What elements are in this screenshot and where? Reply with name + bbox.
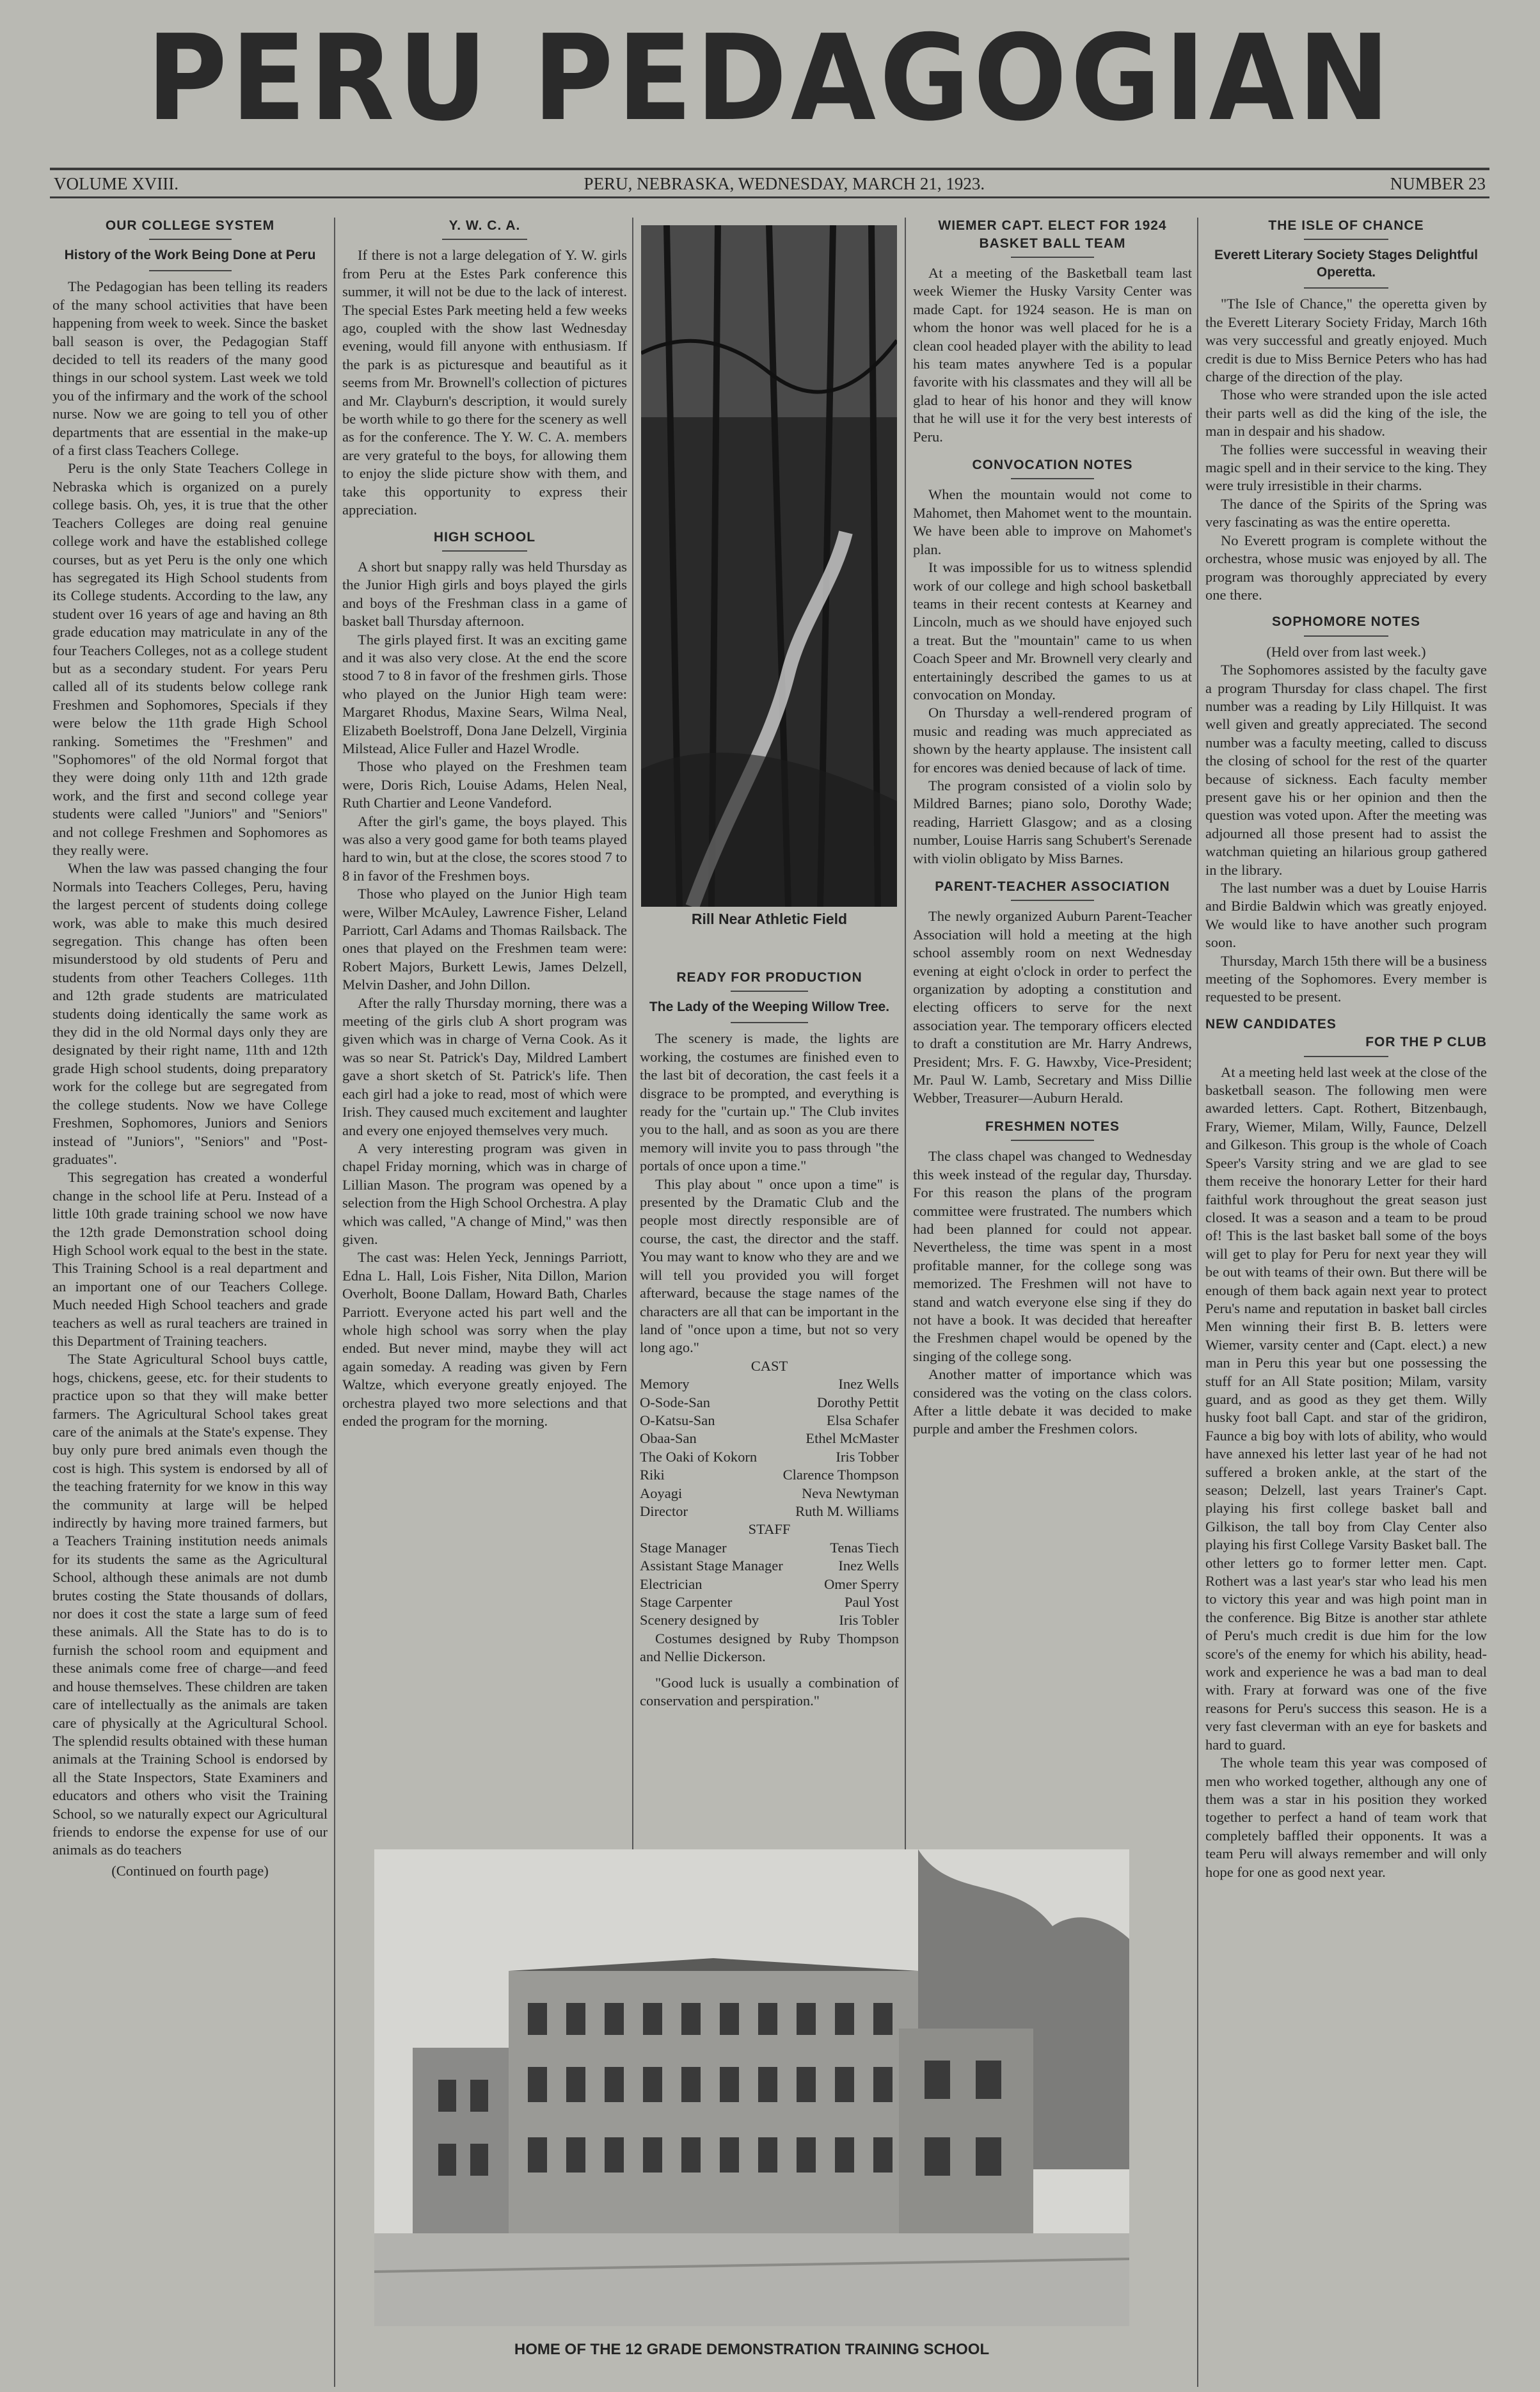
paragraph: When the law was passed changing the four Normals into Teachers Colleges, Peru, having the largest percent of students doing college work, was able to make this much desired segregation. This change has often been misunderstood by old students of Peru and students from other Teachers Colleges. 11th and 12th grade students are matriculated students doing identically the same work as they did in the old Normal days only they are designated by their right name, 11th and 12th grade High school students, doing preparatory work for the college but are segregated from the college students. Now we have College Freshmen, Sophomores, Juniors and Seniors instead of "Juniors", "Seniors" and "Post-graduates". [52,860,328,1167]
column-rule [334,218,335,2387]
column-rule [905,218,906,1856]
paragraph: The cast was: Helen Yeck, Jennings Parriott, Edna L. Hall, Lois Fisher, Nita Dillon, Marion Overholt, Boone Dallam, Howard Bath, Charles Parriott. Everyone acted his part well and the whole high school was sorry when the play ended. But never mind, maybe they will act again someday. A reading was given by Fern Waltze, which everyone greatly enjoyed. The orchestra played two more selections and that ended the program for the morning. [342,1249,627,1429]
paragraph: The State Agricultural School buys cattle, hogs, chickens, geese, etc. for their students to practice upon so that they will make better farmers. The Agricultural School takes great care of the animals at the State's expense. They buy only pure bred animals even though the cost is high. This system is endorsed by all of the teaching fraternity for we know in this way the community at large will be helped indirectly by having more trained farmers, but a Teachers Training institution needs animals for its students the same as the Agricultural School, although these animals are not dumb brutes costing the State thousands of dollars, nor does it cost the state a large sum of feed these animals. All the State has to do is to furnish the school room and equipment and these animals come free of charge—and feed and house themselves. These children are taken care of intellectually as the animals are taken care of physically at the Agricultural School. The splendid results obtained with these human animals at the Training School is endorsed by all the State Inspectors, State Examiners and educators and others who visit the Training School, so we naturally expect our Agricultural friends to endorse the expense for use of our animals as do teachers [52,1351,328,1858]
school-building-image [374,1849,1129,2326]
paragraph: At a meeting held last week at the close of the basketball season. The following men were awarded letters. Capt. Rothert, Bitzenbaugh, Frary, Wiemer, Milam, Willy, Faunce, Delzell and Gilkeson. This group is the whole of Coach Speer's Varsity string and we are glad to see them receive the honorary Letter for their hard faithful work throughout the great season just closed. It was a season and a team to be proud of! This is the last basket ball some of the boys will get to play for Peru for next year they will be out with teams of their own. But there will be enough of them back again next year to protect Peru's name and reputation in basket ball circles Men winning their first B. B. letters were Wiemer, varsity center and (Capt. elect.) a new man in Peru this year but one possessing the stuff for an All State position; Milam, varsity guard, and as good as they get them. Willy husky foot ball Capt. and star of the gridiron, Faunce a big boy with lots of ability, who would have annexed his letter last year of he had not suffered a broken ankle, at the start of the season; Delzell, last years Trainer's Capt. playing his first college basket ball and Gilkison, the tall boy from Clay Center also playing his first College Varsity Basket ball. The other letters go to former letter men. Capt. Rothert was a last year's star who lead his men to victory this year and was high point man in the conference. Big Bitze is another star athlete of Peru's much credit is due him for the low score's of the enemy for which his ability, head-work and experience he was a bad man to deal with. Frary at forward was one of the five reasons for Peru's success this season. He is a very fast cleverman with an eye for baskets and hard to guard. [1205,1064,1487,1753]
school-building-photo [374,1849,1129,2326]
paragraph: Those who played on the Freshmen team were, Doris Rich, Louise Adams, Helen Neal, Ruth Chartier and Leone Vandeford. [342,758,627,811]
cast-row: O-Sode-San Dorothy Pettit [640,1394,899,1410]
continued-note: (Continued on fourth page) [111,1862,269,1879]
paragraph: The Sophomores assisted by the faculty gave a program Thursday for class chapel. The first number was a reading by Lily Hillquist. It was well given and greatly appreciated. The second number was a faculty meeting, called to discuss the closing of school for the rest of the quarter because of sickness. Each faculty member present gave his or her opinion and then the question was voted upon. After the meeting was adjourned all those present had to assist the watchman quieting an hilarious group gathered in the library. [1205,662,1487,878]
held-over-note: (Held over from last week.) [1266,643,1426,660]
subheadline: The Lady of the Weeping Willow Tree. [649,1000,890,1015]
staff-heading: STAFF [748,1521,791,1538]
paragraph: The last number was a duet by Louise Harris and Birdie Baldwin which was greatly enjoyed. We would like to have another such program soon. [1205,880,1487,951]
paragraph: Those who were stranded upon the isle acted their parts well as did the king of the isle, the man in despair and his shadow. [1205,387,1487,440]
headline-convocation: CONVOCATION NOTES [972,458,1133,473]
paragraph: The scenery is made, the lights are working, the costumes are finished even to the last bit of decoration, the cast feels it a disgrace to be prompted, and everything is ready for the "curtain up." The Club invites you to the hall, and as soon as you are there memory will invite you to pass through "the portals of once upon a time." [640,1030,899,1174]
paragraph: "The Isle of Chance," the operetta given by the Everett Literary Society Friday, March 16th was very successful and greatly enjoyed. Much credit is due to Miss Bernice Peters who has had charge of the direction of the play. [1205,296,1487,385]
cast-row: Director Ruth M. Williams [640,1503,899,1519]
article-our-college-system [52,214,328,2377]
cast-row: Obaa-San Ethel McMaster [640,1430,899,1447]
divider [1011,257,1095,258]
staff-row: Assistant Stage Manager Inez Wells [640,1558,899,1574]
rill-photo-caption: Rill Near Athletic Field [691,911,848,927]
divider [442,239,528,240]
column-news-4 [913,214,1192,1846]
headline-ywca: Y. W. C. A. [449,218,521,233]
column-ywca-highschool [342,214,627,1846]
paragraph: No Everett program is complete without the orchestra, whose music was enjoyed by all. The program was thoroughly appreciated by every one there. [1205,532,1487,603]
rill-photo-image [641,225,897,907]
headline: OUR COLLEGE SYSTEM [105,218,275,233]
paragraph: The class chapel was changed to Wednesday this week instead of the regular day, Thursday. For this reason the plans of the program committee were frustrated. The numbers which had been planned for could not appear. Nevertheless, the time was spent in a most profitable manner, for the college song was memorized. The Freshmen will not have to stand and watch everyone else sing if they do not have a book. It was decided that hereafter the Freshmen chapel would be opened by the singing of the college song. [913,1148,1192,1364]
paragraph: The Pedagogian has been telling its readers of the many school activities that have been happening from week to week. Since the basket ball season is over, the Pedagogian Staff decided to tell its readers of the many good things in our school system. Last week we told you of the infirmary and the work of the school nurse. Now we are going to tell you of other departments that are essential in the make-up of a first class Teachers College. [52,278,328,459]
rill-photo [641,225,897,907]
subheadline: Everett Literary Society Stages Delightful Operetta. [1214,248,1478,280]
paragraph: It was impossible for us to witness splendid work of our college and high school basketball teams in their recent contests at Kearney and Lincoln, much as we should have enjoyed such a treat. But the "mountain" came to us when Coach Speer and Mr. Brownell very clearly and entertainingly described the games to us at convocation on Monday. [913,559,1192,703]
article-ready-for-production [640,966,899,1843]
divider [1304,287,1388,289]
cast-row: O-Katsu-San Elsa Schafer [640,1412,899,1428]
paragraph: Costumes designed by Ruby Thompson and Nellie Dickerson. [640,1630,899,1665]
cast-row: The Oaki of Kokorn Iris Tobber [640,1448,899,1465]
paragraph: This play about " once upon a time" is presented by the Dramatic Club and the people most directly responsible are of course, the cast, the director and the staff. You may want to know who they are and we will tell you provided you will forget afterward, because the stage names of the characters are all that can be important in the land of "once upon a time, but not so very long ago." [640,1176,899,1356]
divider [1304,239,1388,240]
headline-parent-teacher: PARENT-TEACHER ASSOCIATION [935,879,1170,894]
divider [1011,900,1095,901]
paragraph: At a meeting of the Basketball team last week Wiemer the Husky Varsity Center was made Capt. for 1924 season. He is man on whom the honor was well placed for he is a clean cool headed player with the ability to lead his team mates anywhere Ted is a popular favorite with his classmates and they will all be glad to hear of his honor and they will know that he will use it for the very best interests of Peru. [913,265,1192,445]
school-building-caption: HOME OF THE 12 GRADE DEMONSTRATION TRAINING SCHOOL [514,2341,990,2358]
divider [731,991,809,992]
divider [442,550,528,552]
staff-row: Stage Carpenter Paul Yost [640,1594,899,1610]
masthead-title: PERU PEDAGOGIAN [147,9,1393,147]
divider [731,1022,809,1023]
cast-heading: CAST [750,1357,788,1374]
staff-row: Stage Manager Tenas Tiech [640,1539,899,1556]
dateline [50,168,1489,198]
paragraph: If there is not a large delegation of Y. W. girls from Peru at the Estes Park conference this summer, it will not be due to the lack of interest. The special Estes Park meeting held a few weeks ago, coupled with the show last Wednesday evening, would fill anyone with enthusiasm. If the park is as picturesque and beautiful as it seems from Mr. Brownell's collection of pictures and Mr. Clayburn's description, it would surely be worth while to go there for the scenery as well as for the conference. The Y. W. C. A. members are very grateful to the boys, for allowing them to enjoy the slide picture show with them, and take this opportunity to express their appreciation. [342,247,627,518]
paragraph: The whole team this year was composed of men who worked together, although any one of them was a star in his position they worked together to perfect a hand of team work that completely baffled their opponents. It was a team Peru will always remember and will only hope for one as good next year. [1205,1755,1487,1880]
place-date: PERU, NEBRASKA, WEDNESDAY, MARCH 21, 1923. [583,173,985,193]
volume-label: VOLUME XVIII. [54,173,179,193]
paragraph: The girls played first. It was an exciting game and it was also very close. At the end the score stood 7 to 8 in favor of the freshmen girls. Those who played on the Junior High team were: Margaret Rhodus, Maxine Sears, Wilma Neal, Elizabeth Boelstroff, Dona Jane Delzell, Virginia Milstead, Alice Fuller and Hazel Wrodle. [342,631,627,756]
paragraph: After the rally Thursday morning, there was a meeting of the girls club A short program was given which was in charge of Verna Cook. As it was so near St. Patrick's Day, Mildred Lambert gave a short sketch of St. Patrick's life. Then each girl had a joke to read, most of which were Irish. They caused much excitement and laughter and every one enjoyed themselves very much. [342,994,627,1138]
staff-row: Electrician Omer Sperry [640,1575,899,1592]
column-rule [1197,218,1198,2387]
paragraph: The program consisted of a violin solo by Mildred Barnes; piano solo, Dorothy Wade; reading, Harriett Glasgow; and as a closing number, Louise Harris sang Schubert's Serenade with violin obligato by Miss Barnes. [913,777,1192,866]
paragraph: Thursday, March 15th there will be a business meeting of the Sophomores. Every member is requested to be present. [1205,952,1487,1005]
paragraph: After the girl's game, the boys played. This was also a very good game for both teams played hard to win, but at the close, the scores stood 7 to 8 in favor of the Freshmen boys. [342,813,627,884]
staff-row: Scenery designed by Iris Tobler [640,1612,899,1629]
divider [1304,1056,1388,1057]
headline-new-candidates: NEW CANDIDATES [1205,1016,1337,1032]
paragraph: This segregation has created a wonderful change in the school life at Peru. Instead of a little 10th grade training school we now have the 12th grade Demonstration school doing High School work equal to the best in the state. This Training School is a real department and an important one of our Teachers College. Much needed High School teachers and grade teachers as well as rural teachers are trained in this Department of Training teachers. [52,1169,328,1349]
paragraph: A short but snappy rally was held Thursday as the Junior High girls and boys played the girls and boys of the Freshman class in a game of basket ball Thursday afternoon. [342,558,627,630]
divider [1011,1140,1095,1141]
divider [149,239,232,240]
headline-wiemer: WIEMER CAPT. ELECT FOR 1924 BASKET BALL TEAM [938,218,1167,251]
paragraph: A very interesting program was given in chapel Friday morning, which was in charge of Lillian Mason. The program was opened by a selection from the High School Orchestra. A play which was called, "A change of Mind," was then given. [342,1140,627,1247]
column-rule [632,218,633,1856]
issue-number: NUMBER 23 [1390,173,1486,193]
headline: READY FOR PRODUCTION [676,970,862,985]
headline-isle-of-chance: THE ISLE OF CHANCE [1268,218,1424,233]
headline-freshmen-notes: FRESHMEN NOTES [985,1119,1120,1134]
paragraph: The follies were successful in weaving their magic spell and in their service to the king. They were truly irresistible in their charms. [1205,441,1487,494]
headline-p-club: FOR THE P CLUB [1365,1035,1487,1050]
cast-row: Aoyagi Neva Newtyman [640,1485,899,1501]
paragraph: Peru is the only State Teachers College in Nebraska which is organized on a purely college basis. Oh, yes, it is true that the other Teachers Colleges are doing real genuine college work and have the established college courses, but as yet Peru is the only one which has segregated its High School students from its College students. According to the law, any student over 16 years of age and having an 8th grade education may matriculate in any of the four Teachers Colleges, not as a college student but as a secondary student. For years Peru called all of its students below college rank Freshmen and Sophomores, Specials if they were below the 11th grade High School ranking. Sometimes the "Freshmen" and "Sophomores" of the old Normal forgot that they were doing only 11th and 12th grade work, and the first and second college year students were called "Juniors" and "Seniors" and not college Freshmen and Sophomores as they really were. [52,460,328,858]
cast-row: Memory Inez Wells [640,1376,899,1392]
paragraph: The newly organized Auburn Parent-Teacher Association will hold a meeting at the high school assembly room on next Wednesday evening at eight o'clock in order to perfect the organization by adopting a constitution and electing officers to serve for the next association year. The temporary officers elected to draft a constitution are Mr. Harry Andrews, President; Mrs. F. G. Hawxby, Vice-President; Mr. Paul W. Lamb, Secretary and Miss Dillie Webber, Treasurer—Auburn Herald. [913,908,1192,1106]
cast-row: Riki Clarence Thompson [640,1467,899,1483]
column-news-5 [1205,214,1487,2380]
paragraph: On Thursday a well-rendered program of music and reading was much appreciated as shown by the hearty applause. The insistent call for encores was denied because of lack of time. [913,705,1192,776]
subheadline: History of the Work Being Done at Peru [64,248,316,263]
headline-sophomore-notes: SOPHOMORE NOTES [1271,614,1421,630]
divider [149,270,232,271]
divider [1304,635,1388,637]
paragraph: Those who played on the Junior High team were, Wilber McAuley, Lawrence Fisher, Leland Parriott, Carl Adams and Thomas Railsback. The ones that played on the Freshmen team were: Robert Majors, Burkett Lewis, James Delzell, Melvin Dasher, and John Dillon. [342,886,627,993]
paragraph: Another matter of importance which was considered was the voting on the class colors. After a little debate it was decided to make purple and amber the Freshmen colors. [913,1366,1192,1437]
paragraph: "Good luck is usually a combination of conservation and perspiration." [640,1674,899,1709]
paragraph: The dance of the Spirits of the Spring was very fascinating as was the entire operetta. [1205,495,1487,530]
paragraph: When the mountain would not come to Mahomet, then Mahomet went to the mountain. We have been able to improve on Mahomet's plan. [913,486,1192,557]
headline-high-school: HIGH SCHOOL [433,529,536,545]
divider [1011,478,1095,479]
